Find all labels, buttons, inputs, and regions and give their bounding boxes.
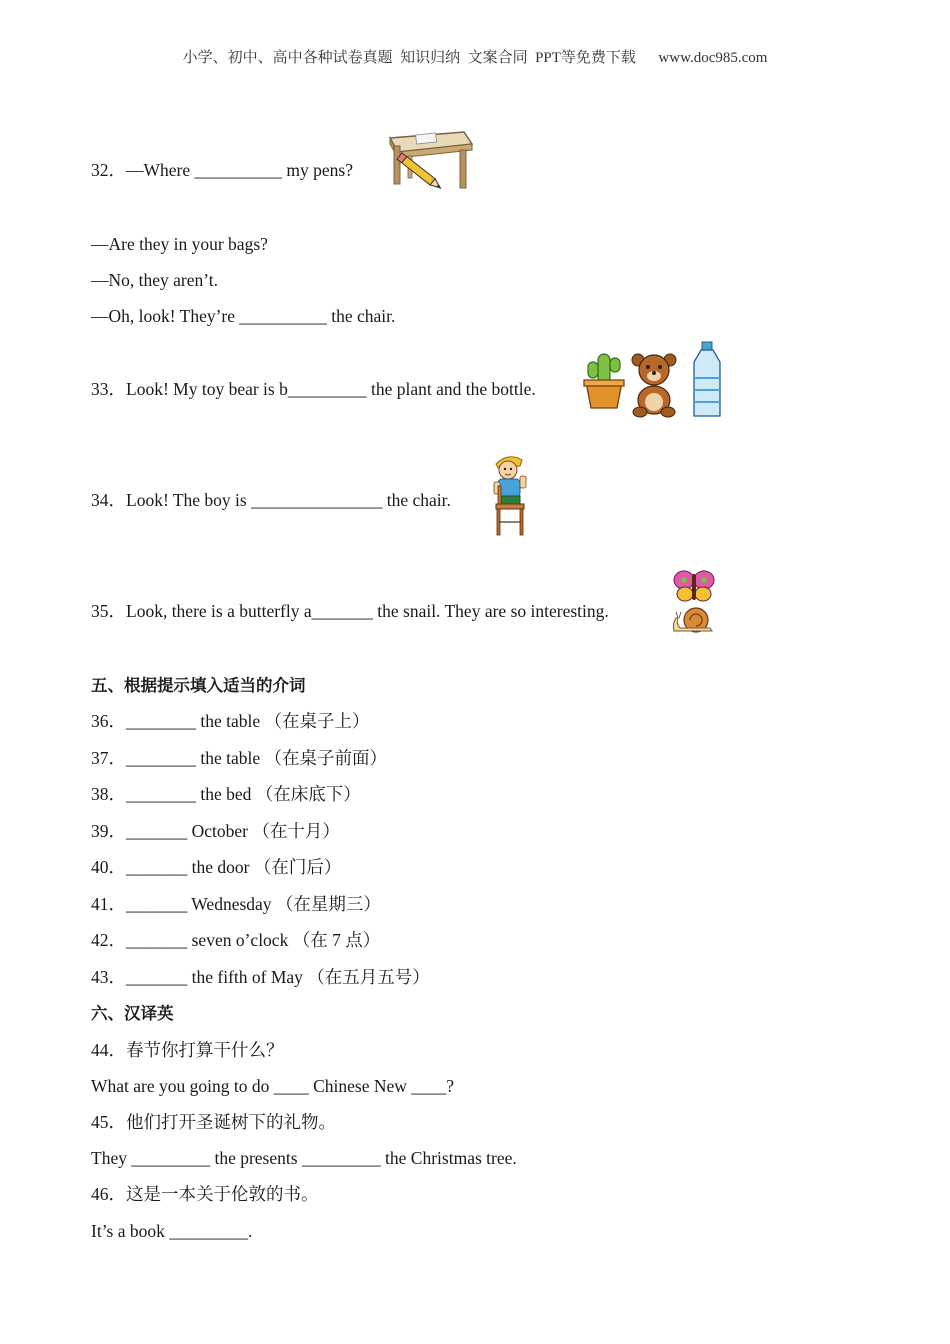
list-item: 38．________ the bed （在床底下）: [91, 784, 361, 804]
list-item: 41．_______ Wednesday （在星期三）: [91, 894, 381, 914]
desk-pencil-picture: [380, 120, 474, 192]
q44-english: What are you going to do ____ Chinese New ____?: [91, 1076, 455, 1096]
boy-on-chair-picture: [488, 452, 532, 536]
q35-text: 35．Look, there is a butterfly a_______ the snail. They are so interesting.: [91, 601, 609, 621]
q32-line4: —Oh, look! They’re __________ the chair.: [91, 306, 396, 326]
butterfly-snail-picture: [670, 568, 718, 634]
q45-chinese: 45．他们打开圣诞树下的礼物。: [91, 1112, 336, 1132]
section5-title: 五、根据提示填入适当的介词: [91, 676, 306, 695]
list-item: 39．_______ October （在十月）: [91, 821, 340, 841]
list-item: 43．_______ the fifth of May （在五月五号）: [91, 967, 430, 987]
page-header: [0, 46, 950, 67]
list-item: 40．_______ the door （在门后）: [91, 857, 342, 877]
q44-chinese: 44．春节你打算干什么？: [91, 1040, 284, 1060]
q45-english: They _________ the presents _________ the Christmas tree.: [91, 1148, 517, 1168]
q33-text: 33．Look! My toy bear is b_________ the plant and the bottle.: [91, 379, 536, 399]
q46-english: It’s a book _________.: [91, 1221, 253, 1241]
q32-line3: —No, they aren’t.: [91, 270, 219, 290]
q46-chinese: 46．这是一本关于伦敦的书。: [91, 1184, 319, 1204]
section6-title: 六、汉译英: [91, 1004, 174, 1023]
header-text: 小学、初中、高中各种试卷真题 知识归纳 文案合同 PPT等免费下载: [182, 50, 636, 66]
q34-text: 34．Look! The boy is _______________ the chair.: [91, 490, 451, 510]
header-site: www.doc985.com: [658, 50, 768, 66]
plant-bear-bottle-picture: [580, 340, 728, 422]
list-item: 42．_______ seven o’clock （在 7 点）: [91, 930, 381, 950]
list-item: 36．________ the table （在桌子上）: [91, 711, 370, 731]
list-item: 37．________ the table （在桌子前面）: [91, 748, 388, 768]
q32-line1: 32．—Where __________ my pens?: [91, 160, 353, 180]
q32-line2: —Are they in your bags?: [91, 234, 268, 254]
